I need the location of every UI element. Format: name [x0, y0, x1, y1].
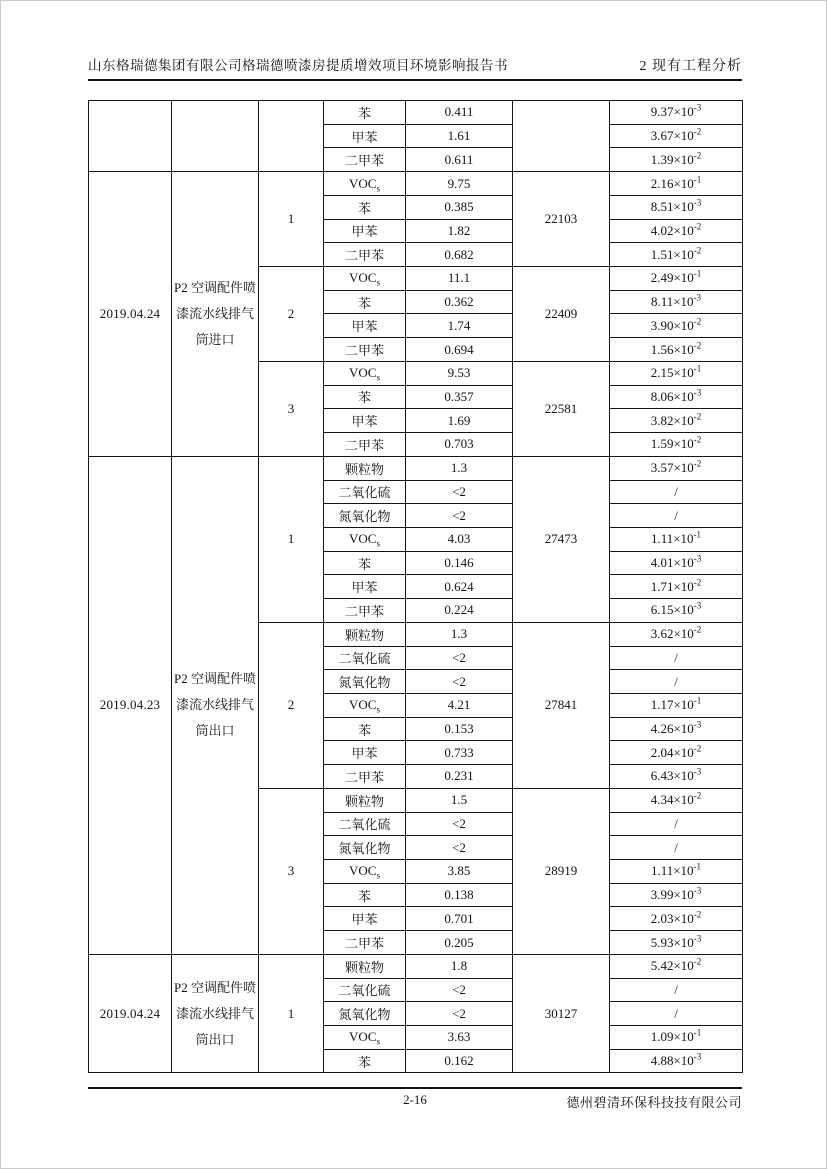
concentration-cell: 0.362	[406, 290, 513, 314]
sample-no-cell	[259, 101, 324, 172]
emission-rate-cell: /	[610, 978, 743, 1002]
emission-rate-cell: $4.01\times 10^{-3}$	[610, 551, 743, 575]
concentration-cell: 4.03	[406, 527, 513, 551]
emission-rate-cell: $8.51\times 10^{-3}$	[610, 195, 743, 219]
emission-rate-cell: $1.17\times 10^{-1}$	[610, 693, 743, 717]
concentration-cell: 1.82	[406, 219, 513, 243]
pollutant-cell: $VOC_s$	[324, 361, 406, 385]
emission-rate-cell: /	[610, 646, 743, 670]
pollutant-cell: 苯	[324, 101, 406, 125]
page-number: 2-16	[403, 1092, 427, 1107]
pollutant-cell: 氮氧化物	[324, 504, 406, 528]
footer-company: 德州碧清环保科技技有限公司	[566, 1095, 742, 1110]
monitoring-table	[88, 100, 743, 1073]
pollutant-cell: 二甲苯	[324, 931, 406, 955]
concentration-cell: <2	[406, 812, 513, 836]
header-title: 山东格瑞德集团有限公司格瑞德喷漆房提质增效项目环境影响报告书	[88, 58, 508, 73]
emission-rate-cell: /	[610, 1002, 743, 1026]
pollutant-cell: 二甲苯	[324, 148, 406, 172]
concentration-cell: 1.3	[406, 456, 513, 480]
emission-rate-cell: $3.82\times 10^{-2}$	[610, 409, 743, 433]
emission-rate-cell: $8.06\times 10^{-3}$	[610, 385, 743, 409]
pollutant-cell: 氮氧化物	[324, 836, 406, 860]
pollutant-cell: 二氧化硫	[324, 646, 406, 670]
emission-rate-cell: $4.88\times 10^{-3}$	[610, 1049, 743, 1073]
date-cell	[89, 101, 172, 172]
pollutant-cell: 二甲苯	[324, 599, 406, 623]
sample-no-cell: 1	[259, 456, 324, 622]
emission-rate-cell: $5.93\times 10^{-3}$	[610, 931, 743, 955]
emission-rate-cell: $2.15\times 10^{-1}$	[610, 361, 743, 385]
emission-rate-cell: /	[610, 836, 743, 860]
monitoring-table-body	[89, 101, 743, 1073]
location-cell: P2 空调配件喷漆流水线排气筒出口	[172, 954, 259, 1073]
flow-cell: 27841	[513, 622, 610, 788]
flow-cell: 22409	[513, 267, 610, 362]
concentration-cell: 0.146	[406, 551, 513, 575]
concentration-cell: 0.703	[406, 433, 513, 457]
date-cell: 2019.04.24	[89, 954, 172, 1073]
location-cell: P2 空调配件喷漆流水线排气筒进口	[172, 172, 259, 457]
concentration-cell: 1.69	[406, 409, 513, 433]
emission-rate-cell: $3.57\times 10^{-2}$	[610, 456, 743, 480]
location-cell: P2 空调配件喷漆流水线排气筒出口	[172, 456, 259, 954]
pollutant-cell: 二甲苯	[324, 338, 406, 362]
emission-rate-cell: $3.99\times 10^{-3}$	[610, 883, 743, 907]
pollutant-cell: 苯	[324, 195, 406, 219]
concentration-cell: <2	[406, 1002, 513, 1026]
page-footer	[88, 1092, 742, 1110]
concentration-cell: <2	[406, 504, 513, 528]
emission-rate-cell: /	[610, 504, 743, 528]
pollutant-cell: 颗粒物	[324, 954, 406, 978]
concentration-cell: 1.61	[406, 124, 513, 148]
flow-cell: 30127	[513, 954, 610, 1073]
concentration-cell: 0.231	[406, 765, 513, 789]
sample-no-cell: 2	[259, 267, 324, 362]
footer-rule	[88, 1087, 742, 1089]
concentration-cell: 0.224	[406, 599, 513, 623]
emission-rate-cell: $1.11\times 10^{-1}$	[610, 527, 743, 551]
concentration-cell: 0.205	[406, 931, 513, 955]
pollutant-cell: 苯	[324, 551, 406, 575]
pollutant-cell: $VOC_s$	[324, 1026, 406, 1050]
concentration-cell: 0.611	[406, 148, 513, 172]
emission-rate-cell: $9.37\times 10^{-3}$	[610, 101, 743, 125]
concentration-cell: 3.85	[406, 860, 513, 884]
concentration-cell: 1.5	[406, 788, 513, 812]
concentration-cell: 0.682	[406, 243, 513, 267]
emission-rate-cell: /	[610, 670, 743, 694]
pollutant-cell: 颗粒物	[324, 788, 406, 812]
concentration-cell: <2	[406, 646, 513, 670]
concentration-cell: 0.694	[406, 338, 513, 362]
emission-rate-cell: $6.15\times 10^{-3}$	[610, 599, 743, 623]
header-rule	[88, 79, 742, 81]
concentration-cell: 0.162	[406, 1049, 513, 1073]
pollutant-cell: 二氧化硫	[324, 480, 406, 504]
pollutant-cell: 甲苯	[324, 219, 406, 243]
concentration-cell: 1.3	[406, 622, 513, 646]
table-row	[89, 954, 743, 978]
pollutant-cell: $VOC_s$	[324, 267, 406, 291]
concentration-cell: <2	[406, 978, 513, 1002]
pollutant-cell: 颗粒物	[324, 456, 406, 480]
emission-rate-cell: $1.59\times 10^{-2}$	[610, 433, 743, 457]
concentration-cell: 0.357	[406, 385, 513, 409]
pollutant-cell: 甲苯	[324, 409, 406, 433]
pollutant-cell: 苯	[324, 1049, 406, 1073]
emission-rate-cell: $5.42\times 10^{-2}$	[610, 954, 743, 978]
pollutant-cell: 二氧化硫	[324, 812, 406, 836]
concentration-cell: 0.138	[406, 883, 513, 907]
concentration-cell: 4.21	[406, 693, 513, 717]
sample-no-cell: 1	[259, 172, 324, 267]
location-cell	[172, 101, 259, 172]
emission-rate-cell: $4.34\times 10^{-2}$	[610, 788, 743, 812]
sample-no-cell: 2	[259, 622, 324, 788]
date-cell: 2019.04.24	[89, 172, 172, 457]
concentration-cell: 0.411	[406, 101, 513, 125]
concentration-cell: 9.75	[406, 172, 513, 196]
pollutant-cell: 二氧化硫	[324, 978, 406, 1002]
pollutant-cell: $VOC_s$	[324, 172, 406, 196]
header-section: 2 现有工程分析	[639, 59, 742, 74]
pollutant-cell: 甲苯	[324, 124, 406, 148]
emission-rate-cell: $2.03\times 10^{-2}$	[610, 907, 743, 931]
page-header	[88, 54, 742, 75]
emission-rate-cell: $1.11\times 10^{-1}$	[610, 860, 743, 884]
emission-rate-cell: $4.26\times 10^{-3}$	[610, 717, 743, 741]
pollutant-cell: 颗粒物	[324, 622, 406, 646]
table-row	[89, 101, 743, 125]
concentration-cell: <2	[406, 836, 513, 860]
pollutant-cell: 甲苯	[324, 907, 406, 931]
emission-rate-cell: $1.39\times 10^{-2}$	[610, 148, 743, 172]
emission-rate-cell: $1.09\times 10^{-1}$	[610, 1026, 743, 1050]
pollutant-cell: 氮氧化物	[324, 670, 406, 694]
sample-no-cell: 1	[259, 954, 324, 1073]
emission-rate-cell: $2.16\times 10^{-1}$	[610, 172, 743, 196]
concentration-cell: <2	[406, 670, 513, 694]
pollutant-cell: 苯	[324, 385, 406, 409]
pollutant-cell: 甲苯	[324, 314, 406, 338]
pollutant-cell: $VOC_s$	[324, 527, 406, 551]
flow-cell: 22581	[513, 361, 610, 456]
emission-rate-cell: $8.11\times 10^{-3}$	[610, 290, 743, 314]
emission-rate-cell: $3.62\times 10^{-2}$	[610, 622, 743, 646]
emission-rate-cell: $2.49\times 10^{-1}$	[610, 267, 743, 291]
emission-rate-cell: /	[610, 812, 743, 836]
emission-rate-cell: $2.04\times 10^{-2}$	[610, 741, 743, 765]
sample-no-cell: 3	[259, 361, 324, 456]
emission-rate-cell: $6.43\times 10^{-3}$	[610, 765, 743, 789]
table-row	[89, 456, 743, 480]
flow-cell: 22103	[513, 172, 610, 267]
flow-cell	[513, 101, 610, 172]
pollutant-cell: 二甲苯	[324, 433, 406, 457]
concentration-cell: 1.74	[406, 314, 513, 338]
concentration-cell: 0.624	[406, 575, 513, 599]
emission-rate-cell: $1.71\times 10^{-2}$	[610, 575, 743, 599]
emission-rate-cell: $4.02\times 10^{-2}$	[610, 219, 743, 243]
emission-rate-cell: $3.67\times 10^{-2}$	[610, 124, 743, 148]
pollutant-cell: 甲苯	[324, 741, 406, 765]
table-row	[89, 172, 743, 196]
concentration-cell: 0.701	[406, 907, 513, 931]
concentration-cell: 11.1	[406, 267, 513, 291]
emission-rate-cell: $1.56\times 10^{-2}$	[610, 338, 743, 362]
date-cell: 2019.04.23	[89, 456, 172, 954]
pollutant-cell: $VOC_s$	[324, 693, 406, 717]
pollutant-cell: $VOC_s$	[324, 860, 406, 884]
concentration-cell: 9.53	[406, 361, 513, 385]
pollutant-cell: 苯	[324, 290, 406, 314]
emission-rate-cell: /	[610, 480, 743, 504]
pollutant-cell: 二甲苯	[324, 765, 406, 789]
pollutant-cell: 苯	[324, 717, 406, 741]
concentration-cell: 0.153	[406, 717, 513, 741]
pollutant-cell: 苯	[324, 883, 406, 907]
concentration-cell: 1.8	[406, 954, 513, 978]
sample-no-cell: 3	[259, 788, 324, 954]
flow-cell: 28919	[513, 788, 610, 954]
concentration-cell: <2	[406, 480, 513, 504]
flow-cell: 27473	[513, 456, 610, 622]
concentration-cell: 0.733	[406, 741, 513, 765]
concentration-cell: 3.63	[406, 1026, 513, 1050]
emission-rate-cell: $1.51\times 10^{-2}$	[610, 243, 743, 267]
emission-rate-cell: $3.90\times 10^{-2}$	[610, 314, 743, 338]
pollutant-cell: 二甲苯	[324, 243, 406, 267]
concentration-cell: 0.385	[406, 195, 513, 219]
pollutant-cell: 氮氧化物	[324, 1002, 406, 1026]
pollutant-cell: 甲苯	[324, 575, 406, 599]
